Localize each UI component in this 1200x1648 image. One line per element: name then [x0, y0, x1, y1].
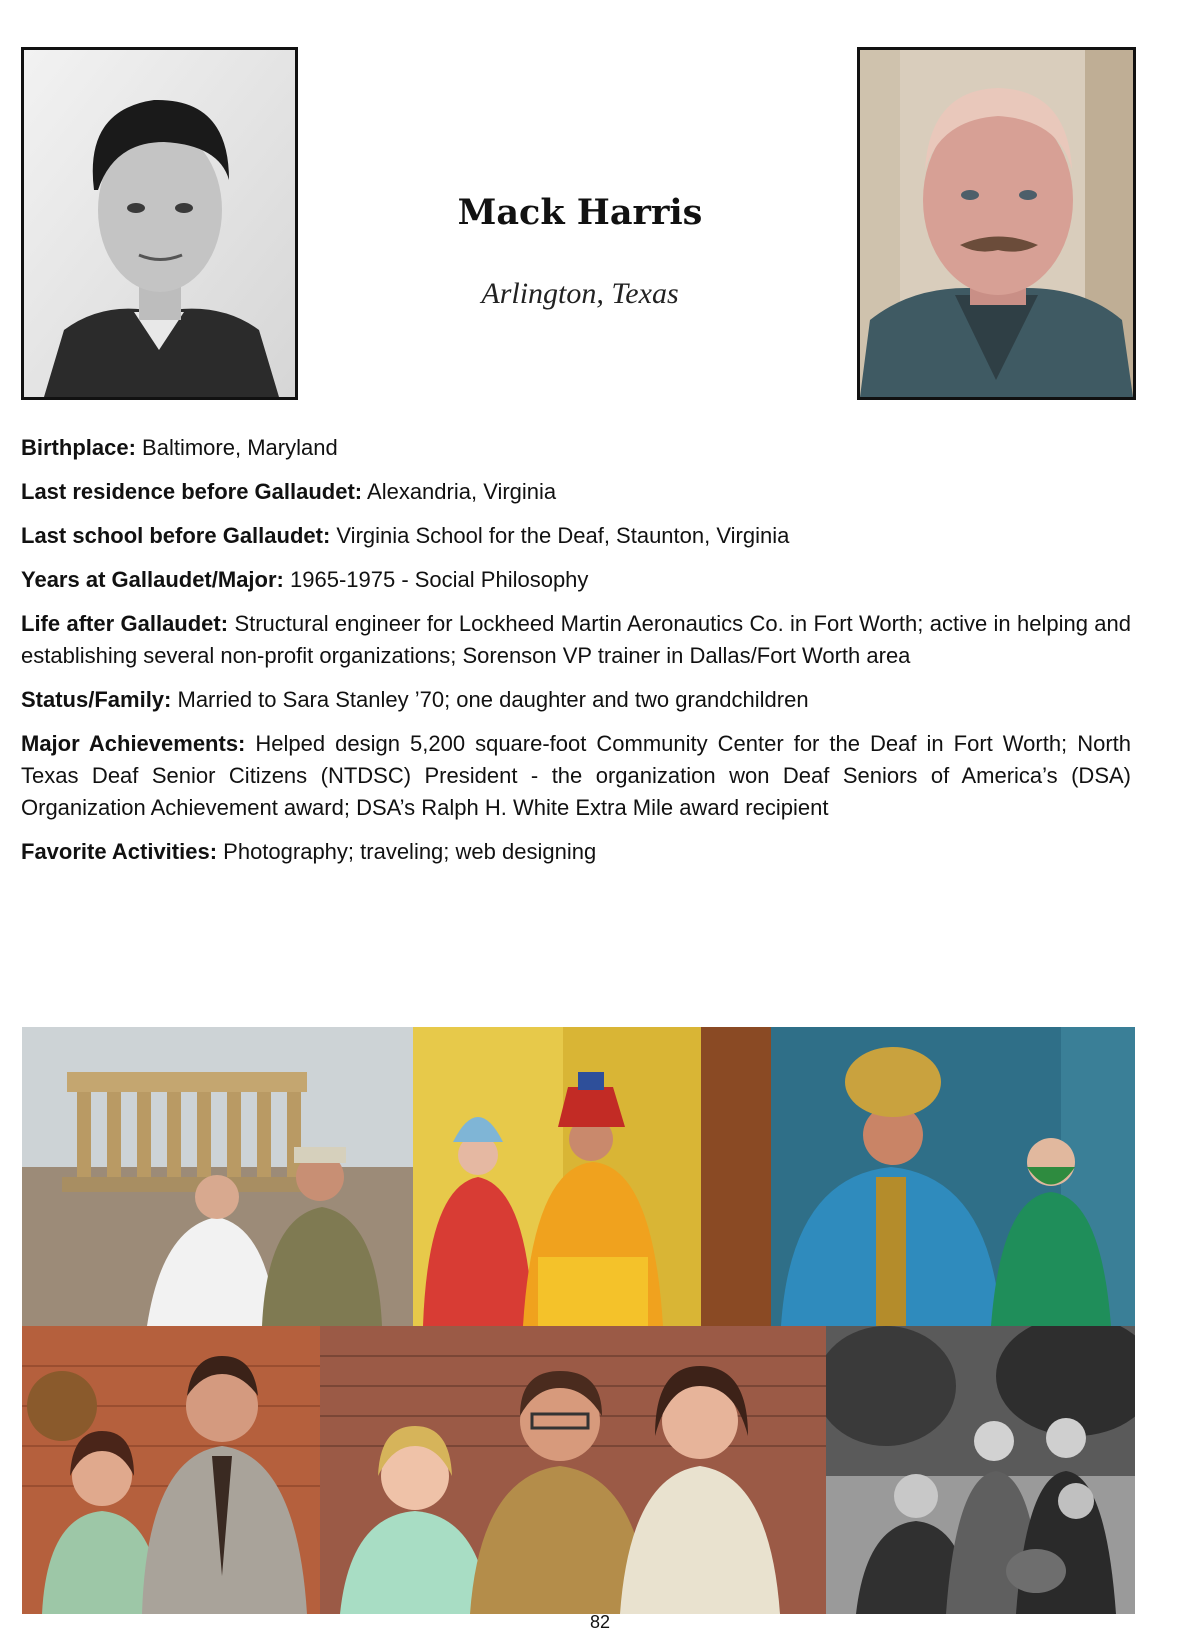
field-major-achievements [21, 728, 1131, 824]
field-value: 1965-1975 - Social Philosophy [290, 567, 589, 592]
field-birthplace [21, 432, 1131, 464]
field-value: Baltimore, Maryland [142, 435, 338, 460]
field-value: Photography; traveling; web designing [223, 839, 597, 864]
field-label: Birthplace: [21, 435, 136, 460]
field-status-family [21, 684, 1131, 716]
biography-fields [21, 432, 1131, 880]
field-label: Life after Gallaudet: [21, 611, 229, 636]
field-value: Helped design 5,200 square-foot Community Center for the Deaf in Fort Worth; North Texas Deaf Senior Citizens (NTDSC) President - the organization won Deaf Seniors of America’s (DSA) Organization Achievement award; DSA’s Ralph H. White Extra Mile award recipient [21, 731, 1131, 820]
field-label: Last school before Gallaudet: [21, 523, 331, 548]
field-label: Status/Family: [21, 687, 172, 712]
photo-chinese-costumes [413, 1027, 701, 1326]
portrait-current-color [857, 47, 1136, 400]
field-value: Alexandria, Virginia [367, 479, 557, 504]
field-value: Virginia School for the Deaf, Staunton, Virginia [336, 523, 790, 548]
field-last-residence [21, 476, 1131, 508]
profile-location: Arlington, Texas [481, 277, 679, 310]
photo-sultan-costumes [701, 1027, 1135, 1326]
field-life-after [21, 608, 1131, 672]
profile-name: Mack Harris [457, 192, 703, 233]
field-favorite-activities [21, 836, 1131, 868]
field-value: Married to Sara Stanley ’70; one daughter and two grandchildren [177, 687, 809, 712]
photo-parthenon [22, 1027, 413, 1326]
photo-couple-1960s [22, 1326, 320, 1614]
field-label: Years at Gallaudet/Major: [21, 567, 284, 592]
field-label: Major Achievements: [21, 731, 246, 756]
field-label: Last residence before Gallaudet: [21, 479, 363, 504]
page-number: 82 [589, 1612, 611, 1632]
field-value: Structural engineer for Lockheed Martin Aeronautics Co. in Fort Worth; active in helping and establishing several non-profit organizations; Sorenson VP trainer in Dallas/Fort Worth area [21, 611, 1132, 668]
field-years-major [21, 564, 1131, 596]
field-label: Favorite Activities: [21, 839, 218, 864]
field-last-school [21, 520, 1131, 552]
photo-grandchildren-bw [826, 1326, 1135, 1614]
portrait-young-bw [21, 47, 298, 400]
photo-family-1970s [320, 1326, 826, 1614]
